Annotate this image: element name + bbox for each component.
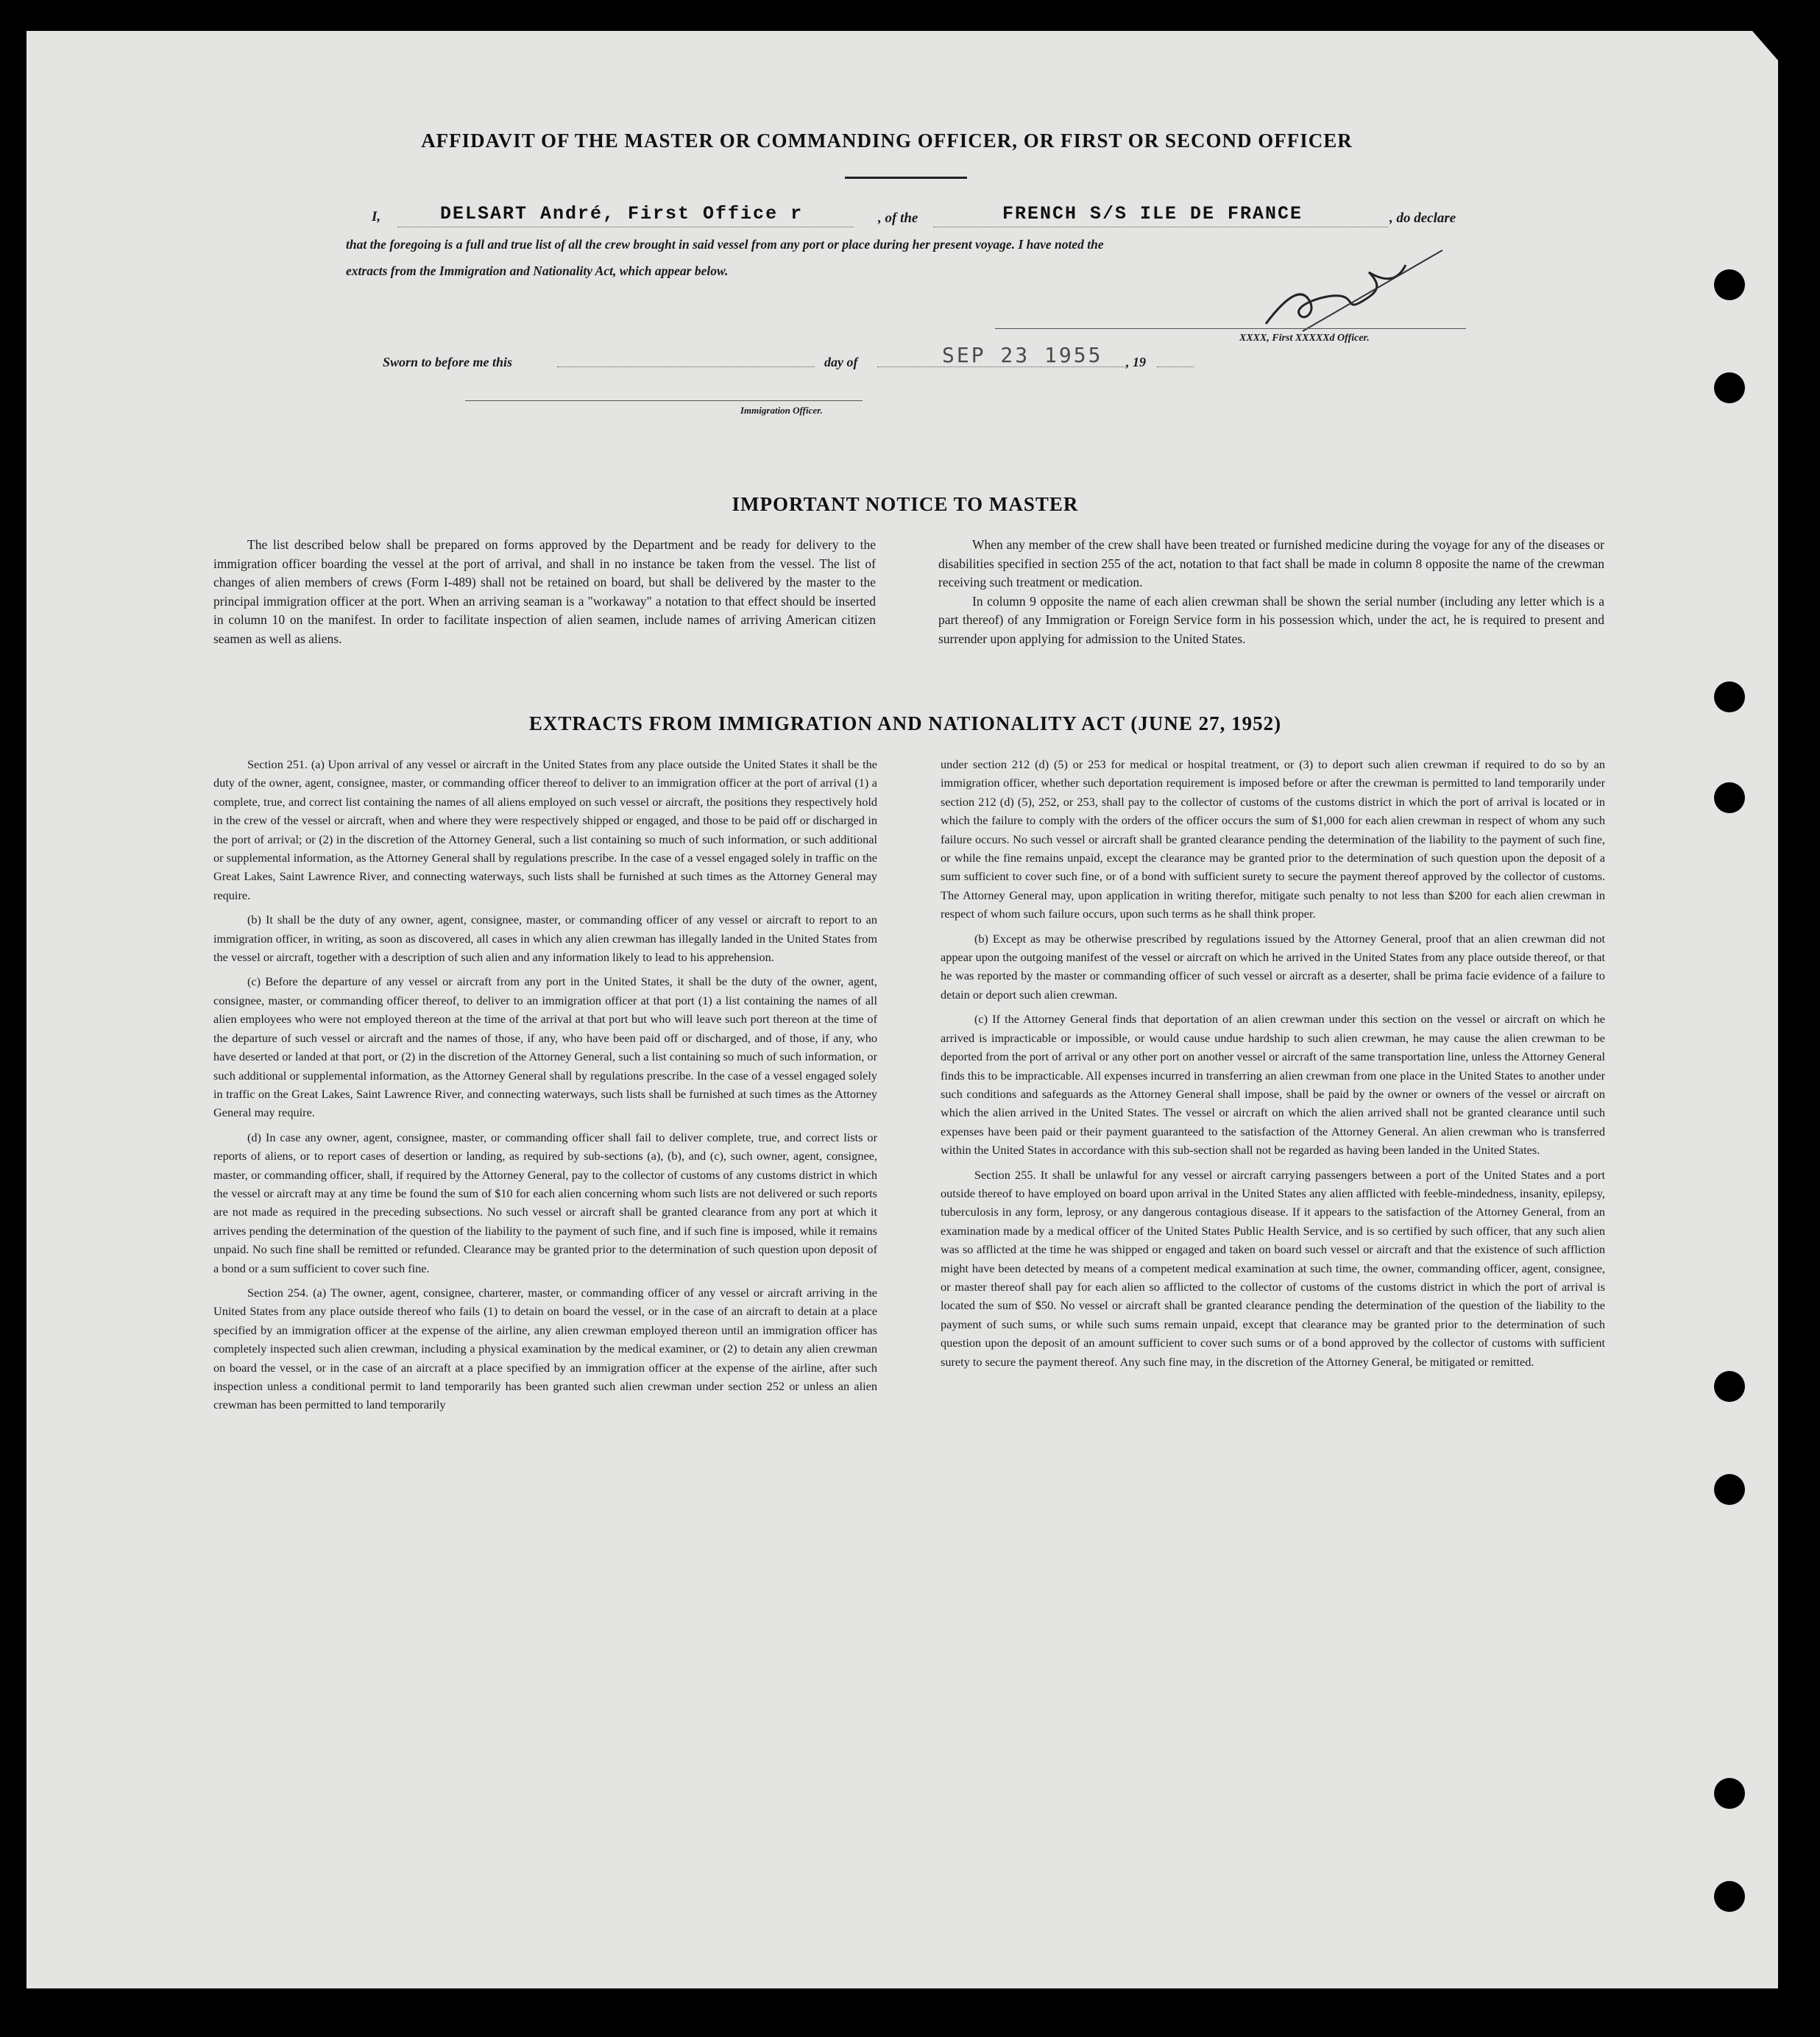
i-label: I,: [372, 209, 381, 224]
punch-hole-6: [1714, 1474, 1745, 1505]
immigration-officer-label: Immigration Officer.: [740, 405, 823, 416]
extracts-left-column: [213, 755, 877, 1420]
date-stamp: SEP 23 1955: [942, 343, 1103, 367]
section-251-a: Section 251. (a) Upon arrival of any vessel or aircraft in the United States from any place outside the United States it shall be the duty of the owner, agent, consignee, master, or commanding officer thereof to deliver to an immigration officer at the port of arrival (1) a complete, true, and correct list containing the names of all aliens employed on such vessel or aircraft, the positions they respectively hold in the crew of the vessel or aircraft, when and where they were respectively shipped or engaged, and those to be paid off or discharged in the port of arrival; or (2) in the discretion of the Attorney General, such a list containing so much of such information, or such additional or supplemental information, as the Attorney General shall by regulations prescribe. In the case of a vessel engaged solely in traffic on the Great Lakes, Saint Lawrence River, and connecting waterways, such lists shall be furnished at such times as the Attorney General may require.: [213, 757, 877, 902]
vessel-name: FRENCH S/S ILE DE FRANCE: [1002, 203, 1303, 224]
signature-caption: XXXX, First XXXXXd Officer.: [1239, 333, 1370, 344]
day-of-label: day of: [824, 355, 858, 369]
sworn-day-rule: [557, 366, 815, 367]
section-254-a: Section 254. (a) The owner, agent, consignee, charterer, master, or commanding officer of any vessel or aircraft arriving in the United States from any place outside thereof who fails (1) to detain on board the vessel, or in the case of an aircraft to detain at a place specified by an immigration officer at the expense of the airline, any alien crewman employed thereon until an immigration officer has completely inspected such alien crewman, including a physical examination by the medical examiner, or (2) to detain any alien crewman on board the vessel, or in the case of an aircraft at a place specified by an immigration officer at the expense of the airline, after such inspection unless a conditional permit to land temporarily has been granted such alien crewman under section 252 or unless an alien crewman has been permitted to land temporarily: [213, 1285, 877, 1412]
affidavit-title: AFFIDAVIT OF THE MASTER OR COMMANDING OFFICER, OR FIRST OR SECOND OFFICER: [421, 130, 1353, 152]
punch-hole-3: [1714, 681, 1745, 712]
year-rule: [1157, 366, 1194, 367]
punch-hole-4: [1714, 782, 1745, 813]
section-254-b: (b) Except as may be otherwise prescribed by regulations issued by the Attorney General, proof that an alien crewman did not appear upon the outgoing manifest of the vessel or aircraft on which he arrived in the United States from any place outside thereof, or that he was reported by the master or commanding officer of such vessel or aircraft as a deserter, shall be prima facie evidence of a failure to detain or deport such alien crewman.: [941, 931, 1605, 1002]
section-251-c: (c) Before the departure of any vessel or aircraft from any port in the United States, it shall be the duty of the owner, agent, consignee, master, or commanding officer thereof, to deliver to an immigration officer at that port (1) a list containing the names of all alien employees who were not employed thereon at the time of the arrival at that port but who will leave such port thereon at the time of the departure of such vessel or aircraft and the names of those, if any, who have been paid off or discharged, and of those, if any, who have deserted or landed at that port, or (2) in the discretion of the Attorney General, such a list containing so much of such information, or such additional or supplemental information, as the Attorney General shall by regulations prescribe. In the case of a vessel engaged solely in traffic on the Great Lakes, Saint Lawrence River, and connecting waterways, such lists shall be furnished at such times as the Attorney General may require.: [213, 974, 877, 1120]
notice-right-paragraph-2: In column 9 opposite the name of each alien crewman shall be shown the serial number (including any letter which is a part thereof) of any Immigration or Foreign Service form in his possession which, under the act, he is required to present and surrender upon applying for admission to the United States.: [938, 593, 1604, 646]
officer-signature: [1258, 243, 1457, 339]
title-underline: [845, 177, 967, 179]
section-251-d: (d) In case any owner, agent, consignee, master, or commanding officer shall fail to deliver complete, true, and correct lists or reports of aliens, or to report cases of desertion or landing, as required by sub-sections (a), (b), and (c), such owner, agent, consignee, master, or commanding officer, shall, if required by the Attorney General, pay to the collector of customs of any customs district in which the vessel or aircraft may at any time be found the sum of $10 for each alien concerning whom such lists are not delivered or such reports are not made as required in the preceding subsections. No such vessel or aircraft shall be granted clearance from any port at which it arrives pending the determination of the question of the liability to the payment of such fine, and if such fine is imposed, while it remains unpaid. No such fine shall be remitted or refunded. Clearance may be granted prior to the determination of such question upon deposit of a bond or a sum sufficient to cover such fine.: [213, 1130, 877, 1275]
of-the-label: , of the: [878, 210, 918, 226]
notice-heading: IMPORTANT NOTICE TO MASTER: [732, 493, 1079, 515]
section-254-c: (c) If the Attorney General finds that deportation of an alien crewman under this section on the vessel or aircraft on which he arrived is impracticable or impossible, or would cause undue hardship to such alien crewman, he may cause the alien crewman to be deported from the port of arrival or any other port on another vessel or aircraft of the same transportation line, unless the Attorney General finds this to be impracticable. All expenses incurred in transferring an alien crewman from one place in the United States to another under such conditions and safeguards as the Attorney General shall impose, shall be paid by the owner or owners of the vessel or aircraft on which the alien arrived in the United States. The vessel or aircraft on which the alien arrived shall not be granted clearance until such expenses have been paid or their payment guaranteed to the satisfaction of the Attorney General. An alien crewman who is transferred within the United States in accordance with this sub-section shall not be regarded as having been landed in the United States.: [941, 1012, 1605, 1158]
year-label: , 19: [1126, 355, 1146, 369]
notice-left-paragraph: The list described below shall be prepared on forms approved by the Department and be ready for delivery to the immigration officer boarding the vessel at the port of arrival, and shall in no instance be taken from the vessel. The list of changes of alien members of crews (Form I-489) shall not be retained on board, but shall be delivered by the master to the principal immigration officer at the port. When an arriving seaman is a "workaway" a notation to that effect should be inserted in column 10 on the manifest. In order to facilitate inspection of alien seamen, include names of arriving American citizen seamen as well as aliens.: [213, 537, 876, 646]
punch-hole-5: [1714, 1371, 1745, 1402]
officer-name: DELSART André, First Office r: [440, 203, 804, 224]
notice-left-column: [213, 536, 876, 648]
notice-right-paragraph-1: When any member of the crew shall have been treated or furnished medicine during the voyage for any of the diseases or disabilities specified in section 255 of the act, notation to that fact shall be made in column 8 opposite the name of the crewman receiving such treatment or medication.: [938, 537, 1604, 589]
punch-hole-7: [1714, 1778, 1745, 1809]
declaration-line-2: extracts from the Immigration and Nationality Act, which appear below.: [346, 263, 729, 278]
immigration-officer-rule: [465, 400, 863, 401]
declaration-line-1: that the foregoing is a full and true list of all the crew brought in said vessel from any port or place during her present voyage. I have noted the: [346, 237, 1104, 252]
notice-right-column: [938, 536, 1604, 648]
extracts-right-column: [941, 755, 1605, 1377]
section-255: Section 255. It shall be unlawful for any vessel or aircraft carrying passengers between a port of the United States and a port outside thereof to have employed on board upon arrival in the United States any alien afflicted with feeble-mindedness, insanity, epilepsy, tuberculosis in any form, leprosy, or any dangerous contagious disease. If it appears to the satisfaction of the Attorney General, from an examination made by a medical officer of the United States Public Health Service, and is so certified by such officer, that any such alien was so afflicted at the time he was shipped or engaged and taken on board such vessel or aircraft and that the existence of such affliction might have been detected by means of a competent medical examination at such time, the owner, commanding officer, agent, consignee, or master thereof shall pay for each alien so afflicted to the collector of customs of the customs district in which the port of arrival is located the sum of $50. No vessel or aircraft shall be granted clearance pending the determination of the question of the liability to the payment of such sums, or while such sums remain unpaid, except that clearance may be granted prior to the determination of such question upon the deposit of an amount sufficient to cover such sums or of a bond approved by the collector of customs with sufficient surety to secure the payment thereof. Any such fine may, in the discretion of the Attorney General, be mitigated or remitted.: [941, 1167, 1605, 1369]
sworn-label: Sworn to before me this: [383, 355, 513, 369]
punch-hole-1: [1714, 269, 1745, 300]
do-declare-label: , do declare: [1389, 210, 1456, 226]
section-254-a-continued: under section 212 (d) (5) or 253 for medical or hospital treatment, or (3) to deport such alien crewman if required to do so by an immigration officer, whether such deportation requirement is imposed before or after the crewman is permitted to land temporarily under section 212 (d) (5), 252, or 253, shall pay to the collector of customs of the customs district in which the port of arrival is located or in which the failure to comply with the orders of the officer occurs the sum of $1,000 for each alien crewman in respect of whom any such failure occurs. No such vessel or aircraft shall be granted clearance pending the determination of the liability to the payment of such fine, or while the fine remains unpaid, except the clearance may be granted prior to the determination of such question upon the deposit of a sum sufficient to cover such fine, or of a bond with sufficient surety to secure the payment thereof approved by the collector of customs. The Attorney General may, upon application in writing therefor, mitigate such penalty to not less than $200 for each alien crewman in respect of whom such failure occurs, upon such terms as he shall think proper.: [941, 757, 1605, 921]
signature-rule: [995, 328, 1466, 329]
section-251-b: (b) It shall be the duty of any owner, agent, consignee, master, or commanding officer of any vessel or aircraft to report to an immigration officer, in writing, as soon as discovered, all cases in which any alien crewman has illegally landed in the United States from the vessel or aircraft, together with a description of such alien and any information likely to lead to his apprehension.: [213, 913, 877, 965]
extracts-heading: EXTRACTS FROM IMMIGRATION AND NATIONALITY ACT (JUNE 27, 1952): [528, 712, 1282, 734]
punch-hole-8: [1714, 1881, 1745, 1912]
punch-hole-2: [1714, 372, 1745, 403]
